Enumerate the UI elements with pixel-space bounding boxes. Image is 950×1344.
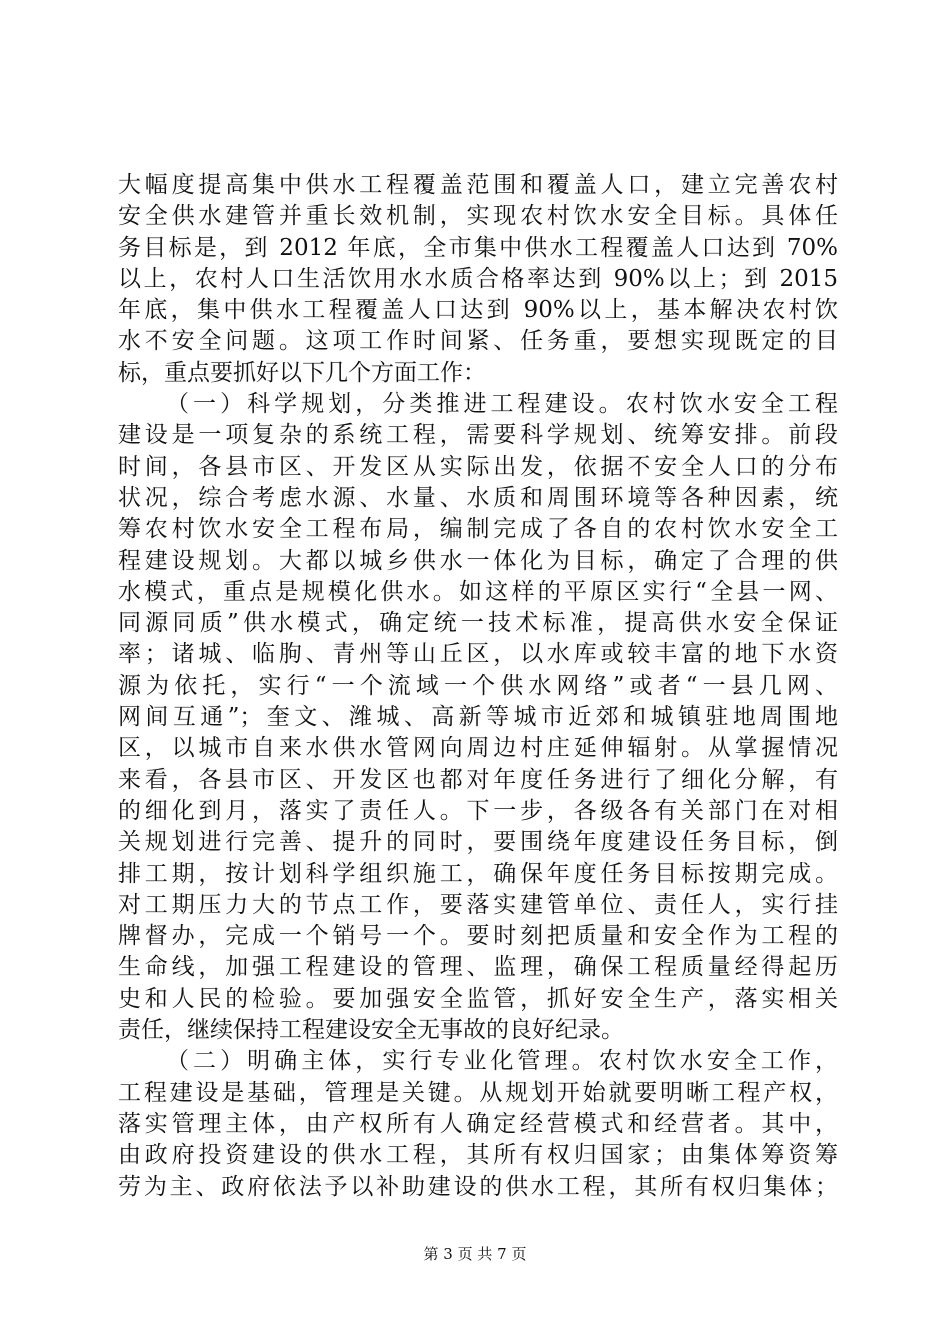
text-line: 由政府投资建设的供水工程，其所有权归国家；由集体筹资筹 — [118, 1142, 838, 1169]
text-line: 时间，各县市区、开发区从实际出发，依据不安全人口的分布 — [118, 453, 838, 480]
text-line: 网间互通”；奎文、潍城、高新等城市近郊和城镇驻地周围地 — [118, 704, 838, 731]
text-line: 工程建设是基础，管理是关键。从规划开始就要明晰工程产权， — [118, 1079, 838, 1106]
text-line: 牌督办，完成一个销号一个。要时刻把质量和安全作为工程的 — [118, 923, 838, 950]
text-line: 安全供水建管并重长效机制，实现农村饮水安全目标。具体任 — [118, 203, 838, 230]
text-line: 状况，综合考虑水源、水量、水质和周围环境等各种因素，统 — [118, 484, 838, 511]
text-line: 年底，集中供水工程覆盖人口达到 90%以上，基本解决农村饮 — [118, 297, 838, 324]
text-line: 排工期，按计划科学组织施工，确保年度任务目标按期完成。 — [118, 860, 838, 887]
text-line: 以上，农村人口生活饮用水水质合格率达到 90%以上；到 2015 — [118, 265, 838, 292]
text-line: 区，以城市自来水供水管网向周边村庄延伸辐射。从掌握情况 — [118, 735, 838, 762]
text-line: 程建设规划。大都以城乡供水一体化为目标，确定了合理的供 — [118, 547, 838, 574]
page-footer: 第 3 页 共 7 页 — [423, 1245, 527, 1263]
text-line: 的细化到月，落实了责任人。下一步，各级各有关部门在对相 — [118, 797, 838, 824]
text-line: 标，重点要抓好以下几个方面工作： — [118, 359, 486, 386]
text-line: 落实管理主体，由产权所有人确定经营模式和经营者。其中， — [118, 1110, 838, 1137]
text-line: 建设是一项复杂的系统工程，需要科学规划、统筹安排。前段 — [118, 422, 838, 449]
text-line: 水模式，重点是规模化供水。如这样的平原区实行“全县一网、 — [118, 578, 838, 605]
text-line: 关规划进行完善、提升的同时，要围绕年度建设任务目标，倒 — [118, 829, 838, 856]
text-line: 率；诸城、临朐、青州等山丘区，以水库或较丰富的地下水资 — [118, 641, 838, 668]
text-line: 筹农村饮水安全工程布局，编制完成了各自的农村饮水安全工 — [118, 516, 838, 543]
text-line: 务目标是，到 2012 年底，全市集中供水工程覆盖人口达到 70% — [118, 234, 838, 261]
text-line: 责任，继续保持工程建设安全无事故的良好纪录。 — [118, 1017, 624, 1044]
text-line: 来看，各县市区、开发区也都对年度任务进行了细化分解，有 — [118, 766, 838, 793]
text-line: （一）科学规划，分类推进工程建设。农村饮水安全工程 — [166, 391, 838, 418]
text-line: （二）明确主体，实行专业化管理。农村饮水安全工作， — [166, 1048, 838, 1075]
text-line: 源为依托，实行“一个流域一个供水网络”或者“一县几网、 — [118, 672, 838, 699]
body-text — [118, 170, 838, 1203]
text-line: 同源同质”供水模式，确定统一技术标准，提高供水安全保证 — [118, 610, 838, 637]
text-line: 劳为主、政府依法予以补助建设的供水工程，其所有权归集体； — [118, 1173, 838, 1200]
text-line: 大幅度提高集中供水工程覆盖范围和覆盖人口，建立完善农村 — [118, 172, 838, 198]
text-line: 对工期压力大的节点工作，要落实建管单位、责任人，实行挂 — [118, 891, 838, 918]
text-line: 史和人民的检验。要加强安全监管，抓好安全生产，落实相关 — [118, 985, 838, 1012]
text-line: 生命线，加强工程建设的管理、监理，确保工程质量经得起历 — [118, 954, 838, 981]
text-line: 水不安全问题。这项工作时间紧、任务重，要想实现既定的目 — [118, 328, 838, 355]
